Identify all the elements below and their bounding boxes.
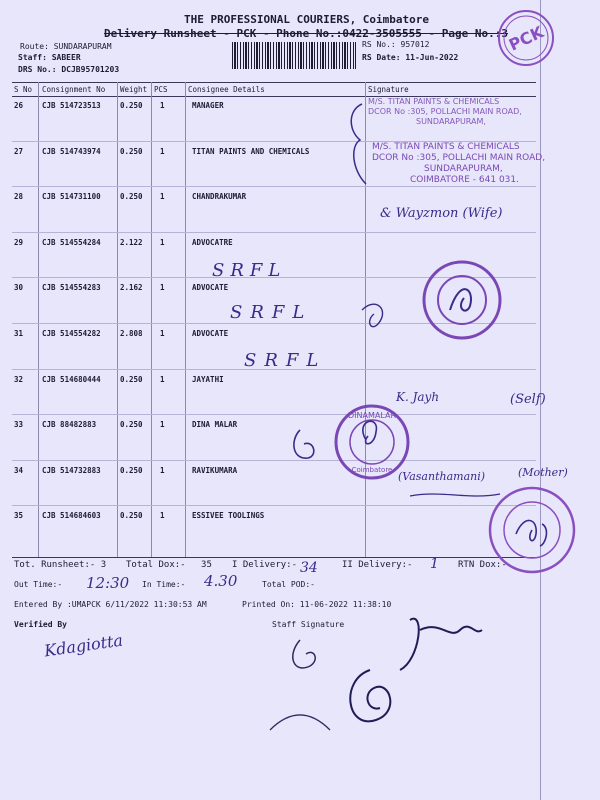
ii-delivery	[342, 560, 412, 570]
route-label: Route:	[20, 42, 49, 51]
row-consignment-no: CJB 514680444	[42, 374, 101, 384]
row-weight: 2.808	[120, 329, 143, 338]
row-consignment-no: CJB 88482883	[42, 420, 97, 430]
col-sep	[117, 82, 118, 558]
row-pcs: 1	[160, 420, 165, 430]
staff-signature-scribbles	[250, 600, 510, 790]
pen-bracket-marks	[340, 100, 380, 190]
row-consignee: CHANDRAKUMAR	[192, 192, 247, 202]
titan-stamp-1-line1: M/S. TITAN PAINTS & CHEMICALS	[368, 97, 500, 106]
dinamalar-stamp-text: DINAMALAR	[347, 411, 397, 420]
total-dox-value: 35	[201, 560, 212, 570]
i-delivery	[232, 560, 297, 570]
row-pcs: 1	[160, 283, 165, 293]
in-time-label: In Time:-	[142, 580, 186, 589]
row-pcs: 1	[160, 237, 165, 247]
titan-stamp-1-line2: DCOR No :305, POLLACHI MAIN ROAD,	[368, 107, 522, 116]
row-consignee: ADVOCATRE	[192, 237, 233, 247]
col-header-consignment: Consignment No	[42, 85, 106, 94]
table-top-rule	[12, 82, 536, 83]
row-pcs: 1	[160, 465, 165, 475]
col-header-sno: S No	[14, 85, 33, 94]
row-sno: 30	[14, 283, 24, 293]
row-consignee: RAVIKUMARA	[192, 465, 238, 475]
drs-line	[18, 65, 119, 74]
ii-delivery-value: 1	[430, 556, 439, 572]
drs-label: DRS No.:	[18, 65, 57, 74]
handwriting-row31: SRFL	[244, 350, 327, 371]
route-line	[20, 42, 112, 51]
row-weight: 0.250	[120, 192, 143, 202]
row-consignee: ADVOCATE	[192, 283, 229, 293]
row-sno: 28	[14, 192, 24, 202]
totals-line	[14, 560, 106, 570]
titan-stamp-2	[372, 142, 545, 186]
row-pcs: 1	[160, 374, 165, 384]
rs-date-line	[362, 53, 458, 62]
in-time	[142, 580, 185, 589]
handwriting-row32-self: (Self)	[510, 392, 546, 407]
handwriting-row30: SRFL	[230, 302, 313, 323]
row-consignment-no: CJB 514684603	[42, 511, 101, 521]
col-header-signature: Signature	[368, 85, 409, 94]
row-consignment-no: CJB 514743974	[42, 146, 101, 156]
row-sno: 27	[14, 146, 24, 156]
row-consignment-no: CJB 514723513	[42, 101, 101, 110]
row-sno: 34	[14, 465, 24, 475]
titan-stamp-2-line3: SUNDARAPURAM,	[424, 164, 503, 174]
rs-date-label: RS Date:	[362, 53, 401, 62]
titan-stamp-2-line4: COIMBATORE - 641 031.	[410, 175, 519, 185]
row-weight: 0.250	[120, 511, 143, 521]
handwriting-row34-name: (Vasanthamani)	[398, 470, 486, 483]
row-weight: 0.250	[120, 374, 143, 384]
row-sno: 29	[14, 237, 24, 247]
ii-delivery-label: II Delivery:-	[342, 560, 413, 570]
rtn-dox: RTN Dox:-	[458, 560, 507, 570]
row-divider	[12, 232, 536, 233]
rs-no-line	[362, 40, 429, 49]
row-sno: 35	[14, 511, 24, 521]
handwriting-row32-name: K. Jayh	[396, 390, 440, 404]
row-consignee: ESSIVEE TOOLINGS	[192, 511, 265, 521]
staff-label: Staff:	[18, 53, 47, 62]
pck-stamp-text: PCK	[505, 22, 547, 55]
titan-stamp-1	[368, 97, 522, 127]
row-weight: 2.162	[120, 283, 143, 293]
printed-on: Printed On: 11-06-2022 11:38:10	[242, 600, 392, 609]
row-sno: 32	[14, 374, 24, 384]
row-weight: 0.250	[120, 146, 143, 156]
row-consignee: MANAGER	[192, 101, 224, 110]
col-sep	[185, 82, 186, 558]
total-dox-label: Total Dox:-	[126, 560, 186, 570]
row-consignee: JAYATHI	[192, 374, 224, 384]
drs-value: DCJB95701203	[61, 65, 120, 74]
staff-value: SABEER	[51, 53, 81, 62]
handwriting-row28: & Wayzmon (Wife)	[380, 206, 503, 221]
row-sno: 33	[14, 420, 24, 430]
row-consignment-no: CJB 514732883	[42, 465, 101, 475]
row-consignee: ADVOCATE	[192, 329, 229, 338]
runsheet-title: Delivery Runsheet - PCK - Phone No.:0422-3505555 - Page No.:3	[104, 27, 508, 40]
out-time	[14, 580, 62, 589]
titan-stamp-2-line1: M/S. TITAN PAINTS & CHEMICALS	[372, 142, 520, 152]
row-consignment-no: CJB 514554283	[42, 283, 101, 293]
verified-by-signature: Kdagiotta	[43, 630, 125, 661]
titan-stamp-1-line3: SUNDARAPURAM,	[416, 117, 486, 126]
row-pcs: 1	[160, 511, 165, 521]
out-time-value: 12:30	[86, 574, 130, 592]
total-dox	[126, 560, 212, 570]
staff-line	[18, 53, 81, 62]
row-pcs: 1	[160, 101, 165, 110]
handwriting-row29: SRFL	[212, 260, 287, 281]
route-value: SUNDARAPURAM	[53, 42, 112, 51]
total-pod: Total POD:-	[262, 580, 315, 589]
pck-stamp	[496, 8, 556, 68]
row-consignment-no: CJB 514554282	[42, 329, 101, 338]
table-bottom-rule	[12, 557, 536, 558]
col-sep	[151, 82, 152, 558]
in-time-value: 4.30	[204, 572, 238, 590]
verified-by: Verified By	[14, 620, 67, 629]
row-consignment-no: CJB 514554284	[42, 237, 101, 247]
row-weight: 0.250	[120, 420, 143, 430]
scribble-signatures	[270, 290, 570, 530]
i-delivery-label: I Delivery:-	[232, 560, 298, 570]
row-divider	[12, 186, 536, 187]
staff-signature-label: Staff Signature	[272, 620, 345, 629]
entered-by: Entered By :UMAPCK 6/11/2022 11:30:53 AM	[14, 600, 207, 609]
row-weight: 0.250	[120, 465, 143, 475]
i-delivery-value: 34	[300, 560, 318, 576]
row-pcs: 1	[160, 192, 165, 202]
row-sno: 26	[14, 101, 24, 110]
row-consignee: TITAN PAINTS AND CHEMICALS	[192, 146, 310, 156]
titan-stamp-2-line2: DCOR No :305, POLLACHI MAIN ROAD,	[372, 153, 546, 163]
rs-no-label: RS No.:	[362, 40, 396, 49]
row-consignment-no: CJB 514731100	[42, 192, 101, 202]
out-time-label: Out Time:-	[14, 580, 63, 589]
barcode	[232, 42, 356, 69]
col-header-pcs: PCS	[154, 85, 168, 94]
row-pcs: 1	[160, 329, 165, 338]
row-weight: 2.122	[120, 237, 143, 247]
dinamalar-stamp-city: Coimbatore	[351, 466, 393, 474]
col-header-weight: Weight	[120, 85, 148, 94]
rs-no-value: 957012	[400, 40, 430, 49]
col-sep	[38, 82, 39, 558]
tot-runsheet: Tot. Runsheet:- 3	[14, 560, 107, 570]
col-header-consignee: Consignee Details	[188, 85, 265, 94]
row-pcs: 1	[160, 146, 165, 156]
row-sno: 31	[14, 329, 24, 338]
company-title: THE PROFESSIONAL COURIERS, Coimbatore	[184, 13, 430, 26]
rs-date-value: 11-Jun-2022	[405, 53, 459, 62]
row-consignee: DINA MALAR	[192, 420, 238, 430]
row-weight: 0.250	[120, 101, 143, 110]
handwriting-row34-relation: (Mother)	[518, 466, 568, 479]
